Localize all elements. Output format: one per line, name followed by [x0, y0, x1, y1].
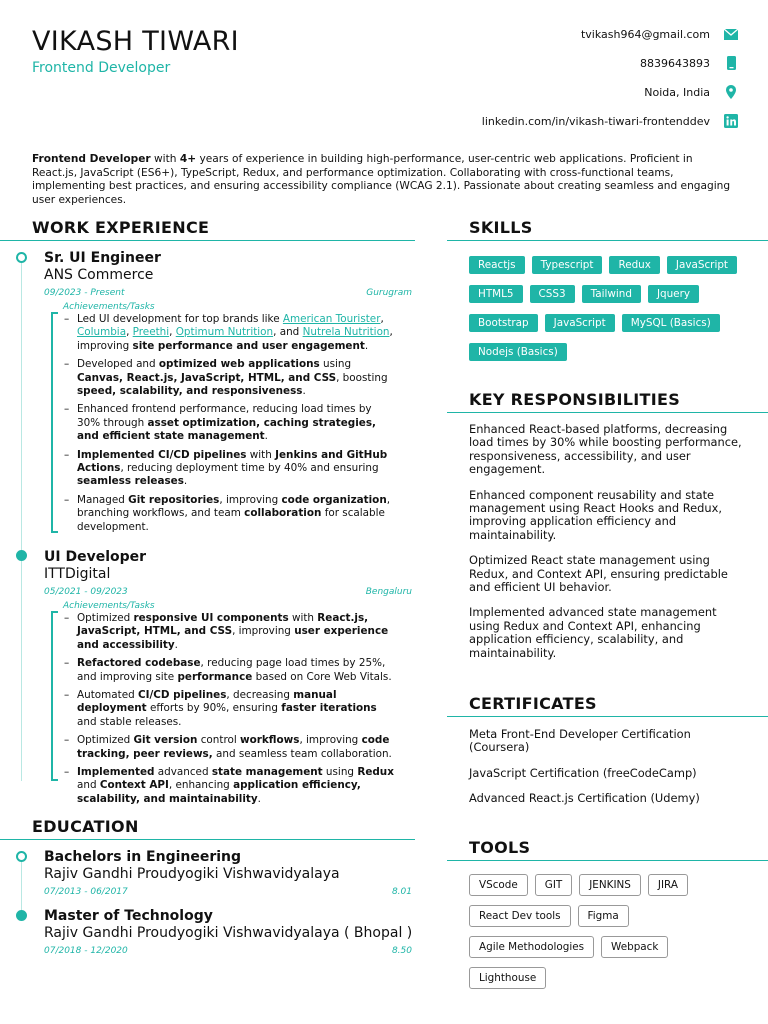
achievements-label: Achievements/Tasks [63, 302, 155, 312]
summary-paragraph [32, 153, 732, 207]
education-score: 8.01 [391, 887, 412, 897]
skill-tag: Nodejs (Basics) [469, 343, 567, 361]
degree-title: Master of Technology [44, 908, 213, 924]
timeline-dot [16, 851, 27, 862]
achievements-bracket [51, 312, 53, 533]
timeline-dot [16, 550, 27, 561]
list-item: – Enhanced frontend performance, reducing load times by 30% through asset optimization, caching strategies, and efficient state management. [64, 403, 394, 443]
job-location: Bengaluru [365, 587, 412, 597]
location-text: Noida, India [644, 85, 710, 99]
list-item: JavaScript Certification (freeCodeCamp) [469, 765, 697, 780]
list-item: Enhanced component reusability and state management using React Hooks and Redux, improving application efficiency and maintainability. [469, 487, 722, 542]
brand-link[interactable]: Preethi [132, 326, 170, 339]
section-divider-responsibilities [447, 412, 768, 413]
section-divider-certificates [447, 716, 768, 717]
contact-email[interactable] [581, 27, 738, 41]
section-title-work: WORK EXPERIENCE [32, 218, 210, 237]
job-bullets [64, 612, 399, 811]
skill-tag: Typescript [532, 256, 603, 274]
section-title-certificates: CERTIFICATES [469, 694, 597, 713]
list-item: – Refactored codebase, reducing page load times by 25%, and improving site performance based on Core Web Vitals. [64, 657, 399, 684]
list-item: – Managed Git repositories, improving code organization, branching workflows, and team collaboration for scalable development. [64, 494, 394, 534]
achievements-bracket [51, 611, 53, 781]
contact-linkedin[interactable] [482, 114, 738, 128]
school-name: Rajiv Gandhi Proudyogiki Vishwavidyalaya [44, 866, 340, 882]
education-dates: 07/2018 - 12/2020 [44, 946, 128, 956]
summary-lead: Frontend Developer [32, 153, 151, 165]
school-name: Rajiv Gandhi Proudyogiki Vishwavidyalaya ( Bhopal ) [44, 925, 413, 941]
list-item: Advanced React.js Certification (Udemy) [469, 791, 700, 806]
resume-role: Frontend Developer [32, 60, 171, 76]
tool-tag: Lighthouse [469, 967, 546, 989]
linkedin-text: linkedin.com/in/vikash-tiwari-frontenddev [481, 114, 710, 128]
contact-phone[interactable] [640, 56, 738, 70]
job-company: ITTDigital [44, 566, 111, 582]
section-title-tools: TOOLS [469, 838, 531, 857]
education-score: 8.50 [391, 946, 412, 956]
envelope-icon [724, 27, 738, 41]
skill-tag: Reactjs [469, 256, 525, 274]
skill-tag: JavaScript [667, 256, 737, 274]
job-company: ANS Commerce [44, 267, 154, 283]
resume-name: VIKASH TIWARI [32, 26, 239, 57]
skill-tag: HTML5 [469, 285, 523, 303]
section-divider-education [0, 839, 415, 840]
summary-with: with [150, 153, 180, 165]
summary-rest: years of experience in building high-performance, user-centric web applications. Proficient in React.js, JavaScript (ES6+), TypeScript, Redux, and performance optimization. Collaborating with cross-functional teams, implementing best practices, and ensuring accessibility compliance (WCAG 2.1). Passionate about creating seamless and engaging user experiences. [32, 153, 731, 206]
list-item: – Implemented CI/CD pipelines with Jenkins and GitHub Actions, reducing deployment time by 40% and ensuring seamless releases. [64, 449, 394, 489]
tool-tag: React Dev tools [469, 905, 571, 927]
tool-tag: Agile Methodologies [469, 936, 594, 958]
list-item: – Optimized responsive UI components with React.js, JavaScript, HTML, and CSS, improving user experience and accessibility. [64, 612, 399, 652]
job-bullets [64, 313, 394, 539]
list-item: – Developed and optimized web applications using Canvas, React.js, JavaScript, HTML, and CSS, boosting speed, scalability, and responsiveness. [64, 358, 394, 398]
job-location: Gurugram [366, 288, 412, 298]
phone-text: 8839643893 [640, 56, 710, 70]
tool-tag: VScode [469, 874, 528, 896]
list-item: – Optimized Git version control workflows, improving code tracking, peer reviews, and seamless team collaboration. [64, 734, 399, 761]
section-divider-tools [447, 860, 768, 861]
skill-tag: Jquery [648, 285, 699, 303]
responsibilities-list [469, 423, 749, 672]
certificates-list [469, 728, 749, 818]
brand-link[interactable]: Optimum Nutrition [175, 326, 274, 339]
skill-tag: MySQL (Basics) [622, 314, 720, 332]
location-pin-icon [724, 85, 738, 99]
achievements-label: Achievements/Tasks [63, 601, 155, 611]
timeline-line [21, 561, 22, 781]
skill-tag: Bootstrap [469, 314, 538, 332]
section-divider-skills [447, 240, 768, 241]
job-title: Sr. UI Engineer [44, 250, 161, 266]
tool-tag: JENKINS [579, 874, 641, 896]
summary-years: 4+ [179, 153, 197, 165]
list-item: – Automated CI/CD pipelines, decreasing manual deployment efforts by 90%, ensuring faster iterations and stable releases. [64, 689, 399, 729]
list-item: – Led UI development for top brands like American Tourister, Columbia, Preethi, Optimum Nutrition, and Nutrela Nutrition, improving site performance and user engagement. [64, 313, 394, 353]
tool-tag: JIRA [648, 874, 688, 896]
tool-tag: Figma [578, 905, 629, 927]
section-title-education: EDUCATION [32, 817, 139, 836]
skill-tag: CSS3 [530, 285, 575, 303]
brand-link[interactable]: Columbia [77, 326, 127, 339]
job-dates: 05/2021 - 09/2023 [44, 587, 128, 597]
job-title: UI Developer [44, 549, 147, 565]
tool-tag: GIT [535, 874, 572, 896]
timeline-dot [16, 910, 27, 921]
contact-location [644, 85, 738, 99]
phone-icon [724, 56, 738, 70]
section-divider-work [0, 240, 415, 241]
brand-link[interactable]: American Tourister [282, 313, 381, 325]
skill-tag: JavaScript [545, 314, 615, 332]
section-title-skills: SKILLS [469, 218, 533, 237]
list-item: – Implemented advanced state management using Redux and Context API, enhancing application efficiency, scalability, and maintainability. [64, 766, 399, 806]
list-item: Enhanced React-based platforms, decreasing load times by 30% while boosting performance, responsiveness, accessibility, and user engagement. [469, 422, 742, 477]
list-item: Optimized React state management using Redux, and Context API, ensuring predictable and efficient UI behavior. [469, 553, 728, 595]
degree-title: Bachelors in Engineering [44, 849, 242, 865]
list-item: Implemented advanced state management using Redux and Context API, enhancing application efficiency, scalability, and maintainability. [469, 605, 717, 660]
email-text: tvikash964@gmail.com [580, 27, 710, 41]
timeline-line [21, 262, 22, 555]
linkedin-icon [724, 114, 738, 128]
education-dates: 07/2013 - 06/2017 [44, 887, 128, 897]
timeline-line [21, 860, 22, 915]
job-dates: 09/2023 - Present [44, 288, 125, 298]
brand-link[interactable]: Nutrela Nutrition [302, 326, 390, 339]
skill-tag: Tailwind [582, 285, 641, 303]
tools-list [469, 873, 749, 997]
section-title-responsibilities: KEY RESPONSIBILITIES [469, 390, 681, 409]
skills-list [469, 253, 759, 369]
list-item: Meta Front-End Developer Certification (Coursera) [469, 727, 691, 755]
tool-tag: Webpack [601, 936, 668, 958]
skill-tag: Redux [609, 256, 659, 274]
timeline-dot [16, 252, 27, 263]
